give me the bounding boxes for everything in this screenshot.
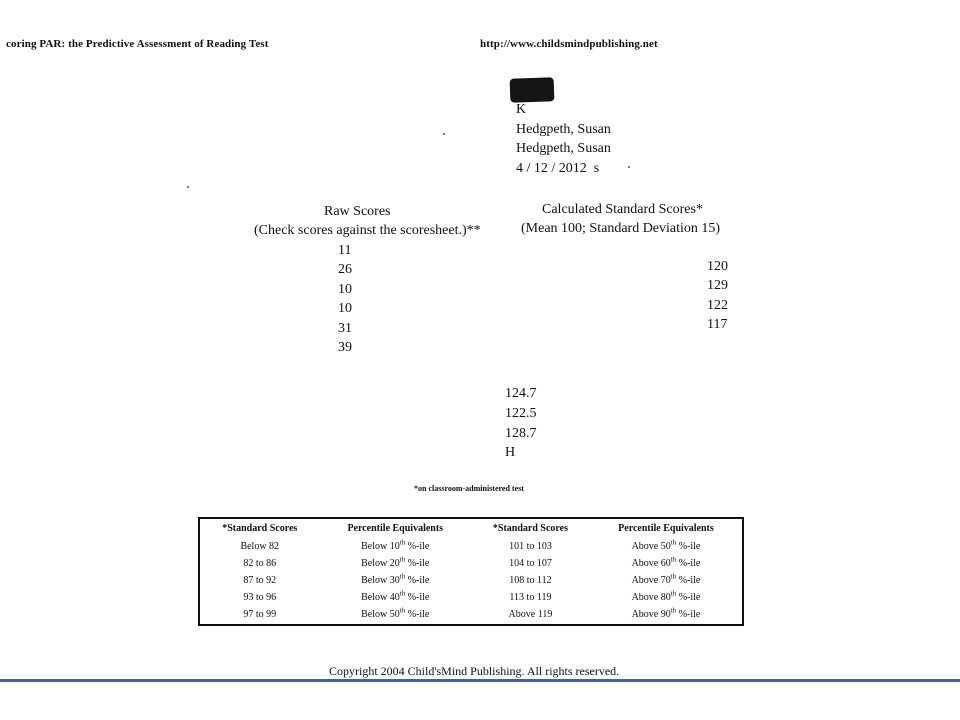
percentile-text: Below 50 bbox=[361, 609, 400, 621]
table-header: *Standard Scores bbox=[222, 523, 298, 534]
predicted-value: H bbox=[505, 445, 516, 461]
examiner-value: Hedgpeth, Susan bbox=[516, 141, 611, 156]
percentile-text: Below 20 bbox=[361, 558, 400, 570]
ordinal-suffix: th bbox=[670, 573, 677, 582]
raw-score-value: 10 bbox=[338, 281, 352, 297]
scan-speck bbox=[443, 133, 445, 135]
percentile-suffix: %-ile bbox=[405, 609, 430, 621]
percentile-suffix: %-ile bbox=[676, 558, 701, 570]
table-cell: 104 to 107 bbox=[509, 558, 552, 570]
table-cell: Above 119 bbox=[508, 609, 553, 621]
header-title: coring PAR: the Predictive Assessment of Reading Test bbox=[6, 38, 269, 50]
table-cell: 108 to 112 bbox=[509, 575, 552, 587]
percentile-suffix: %-ile bbox=[405, 558, 430, 570]
ordinal-suffix: th bbox=[399, 539, 406, 548]
raw-score-value: 39 bbox=[338, 340, 352, 355]
table-cell bbox=[320, 607, 471, 625]
percentile-text: Below 30 bbox=[361, 575, 400, 587]
table-cell: 93 to 96 bbox=[243, 592, 277, 604]
percentile-text: Above 50 bbox=[631, 541, 671, 553]
copyright-footer: Copyright 2004 Child'sMind Publishing. All rights reserved. bbox=[329, 664, 620, 678]
table-cell bbox=[590, 539, 743, 556]
standard-score-value: 122 bbox=[707, 297, 728, 313]
table-cell: 113 to 119 bbox=[509, 592, 552, 604]
percentile-suffix: %-ile bbox=[676, 592, 701, 604]
percentile-text: Above 70 bbox=[631, 575, 671, 587]
table-header-row bbox=[199, 518, 743, 539]
scan-speck bbox=[628, 166, 630, 168]
percentile-suffix: %-ile bbox=[676, 575, 701, 587]
table-row bbox=[199, 573, 743, 590]
ordinal-suffix: th bbox=[670, 607, 677, 616]
raw-score-value: 11 bbox=[338, 243, 352, 258]
percentile-text: Above 90 bbox=[631, 609, 671, 621]
standard-score-value: 117 bbox=[707, 317, 728, 333]
scan-speck bbox=[187, 186, 189, 188]
raw-scores-subtitle: (Check scores against the scoresheet.)** bbox=[254, 223, 481, 238]
table-cell bbox=[320, 556, 471, 573]
percentile-text: Below 10 bbox=[361, 541, 400, 553]
ordinal-suffix: th bbox=[670, 539, 677, 548]
percentile-suffix: %-ile bbox=[405, 575, 430, 587]
class-value: Hedgpeth, Susan bbox=[516, 122, 611, 137]
raw-score-value: 26 bbox=[338, 262, 352, 278]
redaction-mark bbox=[510, 77, 555, 103]
percentile-text: Above 80 bbox=[631, 592, 671, 604]
ordinal-suffix: th bbox=[670, 556, 677, 565]
bottom-rule bbox=[0, 679, 960, 682]
table-cell bbox=[320, 539, 471, 556]
ordinal-suffix: th bbox=[399, 607, 406, 616]
table-cell: 101 to 103 bbox=[509, 541, 552, 553]
table-cell bbox=[590, 573, 743, 590]
percentile-suffix: %-ile bbox=[405, 592, 430, 604]
percentile-text: Below 40 bbox=[361, 592, 400, 604]
table-header: *Standard Scores bbox=[492, 523, 568, 534]
standard-score-value: 120 bbox=[707, 259, 728, 274]
table-cell bbox=[320, 573, 471, 590]
percentile-suffix: %-ile bbox=[676, 609, 701, 621]
table-row bbox=[199, 607, 743, 625]
raw-score-value: 31 bbox=[338, 320, 352, 336]
predicted-value: 124.7 bbox=[505, 386, 537, 401]
ordinal-suffix: th bbox=[399, 573, 406, 582]
date-value: 4 / 12 / 2012 s bbox=[516, 161, 600, 176]
table-cell bbox=[590, 556, 743, 573]
raw-score-value: 10 bbox=[338, 301, 352, 317]
percentile-reference-table bbox=[198, 517, 744, 626]
classroom-note: *on classroom-administered test bbox=[414, 484, 524, 493]
predicted-value: 128.7 bbox=[505, 425, 537, 441]
predicted-value: 122.5 bbox=[505, 405, 537, 421]
percentile-suffix: %-ile bbox=[676, 541, 701, 553]
ordinal-suffix: th bbox=[670, 590, 677, 599]
percentile-text: Above 60 bbox=[631, 558, 671, 570]
table-row bbox=[199, 590, 743, 607]
table-cell: 97 to 99 bbox=[243, 609, 277, 621]
table-row bbox=[199, 539, 743, 556]
standard-scores-subtitle: (Mean 100; Standard Deviation 15) bbox=[521, 221, 721, 236]
table-cell bbox=[320, 590, 471, 607]
table-cell: 82 to 86 bbox=[243, 558, 277, 570]
ordinal-suffix: th bbox=[399, 590, 406, 599]
standard-score-value: 129 bbox=[707, 278, 728, 294]
table-header: Percentile Equivalents bbox=[618, 523, 714, 534]
grade-level-value: K bbox=[516, 102, 527, 117]
percentile-suffix: %-ile bbox=[405, 541, 430, 553]
table-cell: 87 to 92 bbox=[243, 575, 277, 587]
table-cell: Below 82 bbox=[240, 541, 280, 553]
table-row bbox=[199, 556, 743, 573]
table-cell bbox=[590, 607, 743, 625]
raw-scores-title: Raw Scores bbox=[324, 204, 391, 219]
header-url: http://www.childsmindpublishing.net bbox=[480, 38, 658, 50]
table-cell bbox=[590, 590, 743, 607]
table-header: Percentile Equivalents bbox=[347, 523, 444, 534]
ordinal-suffix: th bbox=[399, 556, 406, 565]
standard-scores-title: Calculated Standard Scores* bbox=[542, 202, 703, 217]
